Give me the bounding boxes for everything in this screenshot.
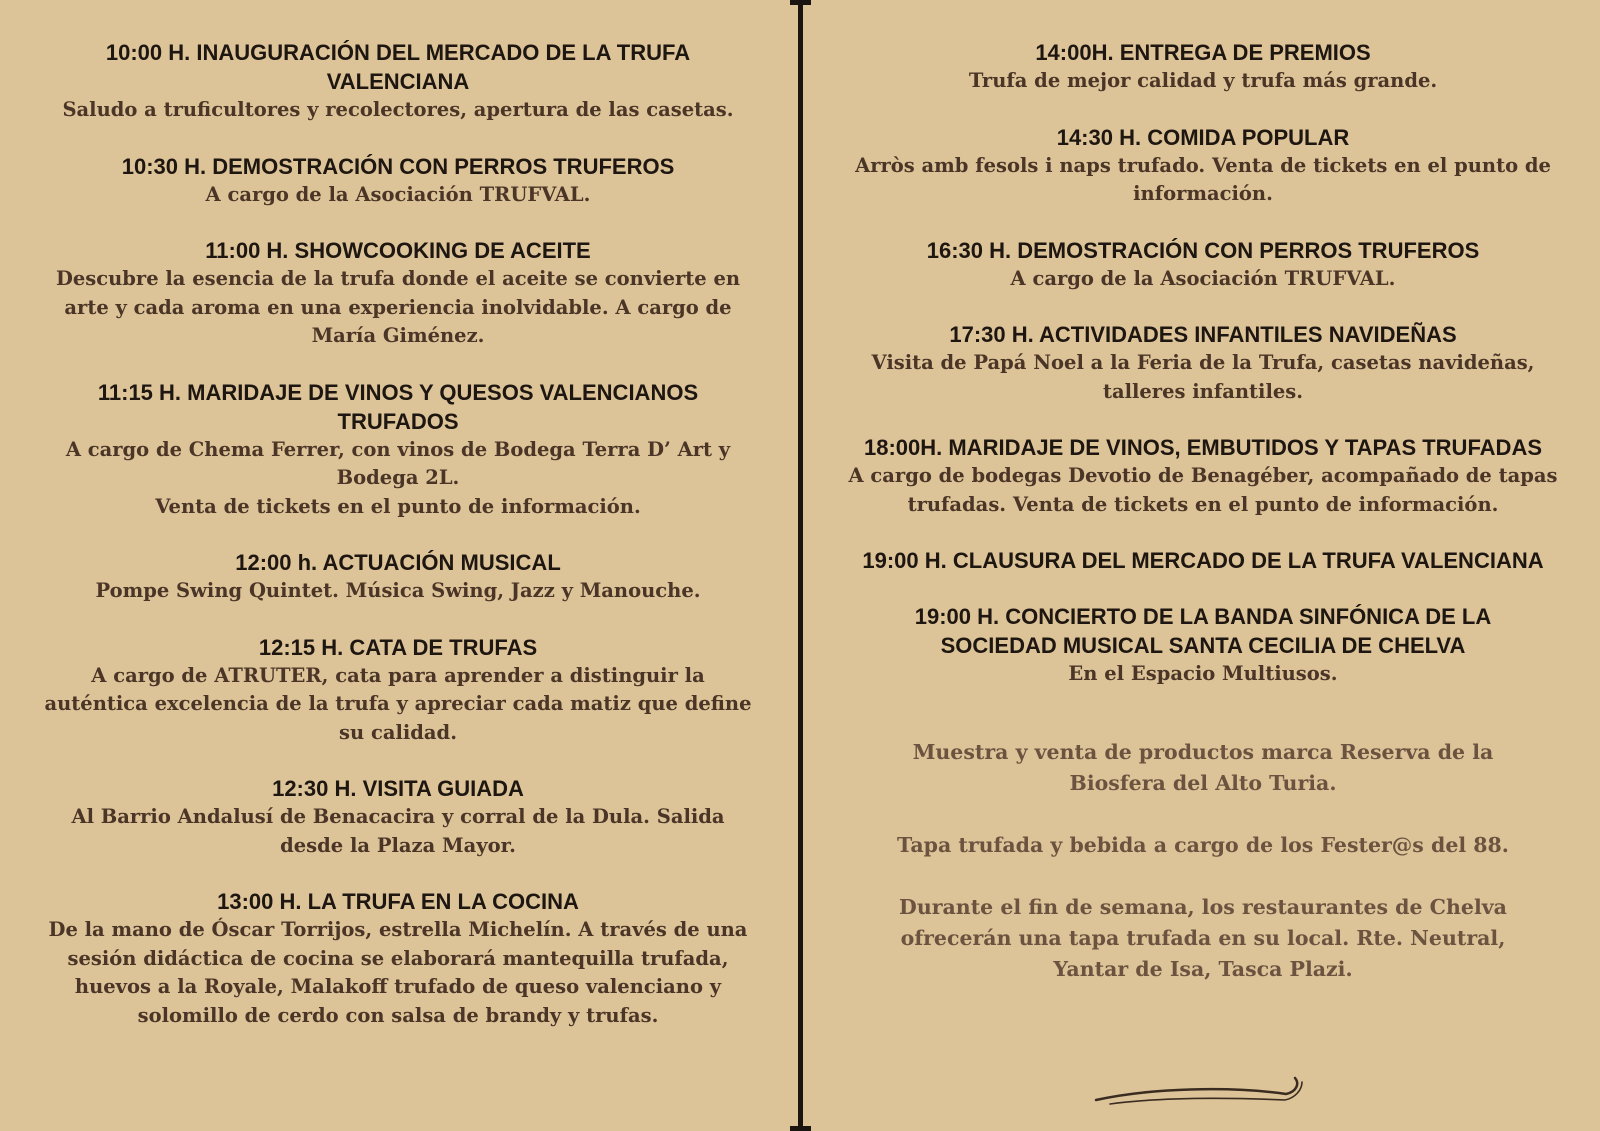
- event-title: 19:00 H. CLAUSURA DEL MERCADO DE LA TRUFA VALENCIANA: [862, 548, 1544, 573]
- divider-bottom-cap: [790, 1126, 811, 1131]
- center-divider: [798, 0, 803, 1131]
- event-description: A cargo de ATRUTER, cata para aprender a distinguir la auténtica excelencia de la trufa y apreciar cada matiz que define su calidad.: [44, 663, 752, 744]
- event-item: [818, 236, 1588, 294]
- event-description: Al Barrio Andalusí de Benacacira y corral de la Dula. Salida desde la Plaza Mayor.: [71, 805, 725, 857]
- event-description: En el Espacio Multiusos.: [1068, 662, 1338, 685]
- event-title: 19:00 H. CONCIERTO DE LA BANDA SINFÓNICA DE LA SOCIEDAD MUSICAL SANTA CECILIA DE CHELVA: [914, 604, 1492, 658]
- event-description: Visita de Papá Noel a la Feria de la Trufa, casetas navideñas, talleres infantiles.: [871, 351, 1535, 403]
- event-item: [818, 602, 1588, 689]
- event-title: 11:00 H. SHOWCOOKING DE ACEITE: [205, 238, 591, 263]
- event-title: 16:30 H. DEMOSTRACIÓN CON PERROS TRUFEROS: [926, 237, 1480, 263]
- event-title: 11:15 H. MARIDAJE DE VINOS Y QUESOS VALENCIANOS TRUFADOS: [97, 379, 699, 434]
- event-title: 14:00H. ENTREGA DE PREMIOS: [1035, 40, 1371, 65]
- event-title: 12:30 H. VISITA GUIADA: [272, 776, 524, 801]
- event-item: [8, 236, 788, 351]
- event-description: A cargo de la Asociación TRUFVAL.: [205, 182, 591, 206]
- event-title: 14:30 H. COMIDA POPULAR: [1056, 124, 1350, 150]
- event-description: A cargo de la Asociación TRUFVAL.: [1010, 266, 1396, 290]
- event-description: Trufa de mejor calidad y trufa más grande.: [968, 69, 1438, 92]
- event-item: [818, 320, 1588, 406]
- event-title: 18:00H. MARIDAJE DE VINOS, EMBUTIDOS Y TAPAS TRUFADAS: [863, 435, 1543, 460]
- event-description: Arròs amb fesols i naps trufado. Venta de tickets en el punto de información.: [855, 153, 1551, 205]
- divider-top-cap: [790, 0, 811, 5]
- event-item: [8, 633, 788, 748]
- event-item: [8, 774, 788, 860]
- right-schedule-column: [818, 38, 1588, 1016]
- event-title: 17:30 H. ACTIVIDADES INFANTILES NAVIDEÑAS: [949, 322, 1457, 347]
- event-title: 12:00 h. ACTUACIÓN MUSICAL: [235, 550, 561, 575]
- event-description: A cargo de Chema Ferrer, con vinos de Bodega Terra D’ Art y Bodega 2L. Venta de tickets en el punto de información.: [65, 437, 731, 518]
- event-item: [8, 548, 788, 606]
- note-text: Durante el fin de semana, los restaurantes de Chelva ofrecerán una tapa trufada en su local. Rte. Neutral, Yantar de Isa, Tasca Plazi.: [899, 894, 1507, 981]
- notes-section: [818, 737, 1588, 985]
- event-description: Saludo a truficultores y recolectores, apertura de las casetas.: [62, 98, 734, 121]
- event-item: [818, 433, 1588, 519]
- event-item: [8, 378, 788, 522]
- note-text: Muestra y venta de productos marca Reserva de la Biosfera del Alto Turia.: [912, 739, 1494, 795]
- event-item: [8, 887, 788, 1030]
- event-title: 13:00 H. LA TRUFA EN LA COCINA: [217, 889, 579, 914]
- event-description: Pompe Swing Quintet. Música Swing, Jazz y Manouche.: [95, 579, 701, 602]
- event-title: 10:00 H. INAUGURACIÓN DEL MERCADO DE LA TRUFA VALENCIANA: [105, 40, 691, 94]
- event-item: [818, 546, 1588, 575]
- event-item: [818, 38, 1588, 96]
- event-title: 10:30 H. DEMOSTRACIÓN CON PERROS TRUFEROS: [121, 153, 675, 179]
- swash-ornament-icon: [1090, 1070, 1310, 1110]
- left-schedule-column: [8, 38, 788, 1057]
- event-item: [8, 38, 788, 125]
- event-description: A cargo de bodegas Devotio de Benagéber, acompañado de tapas trufadas. Venta de tickets en el punto de información.: [848, 464, 1558, 516]
- event-item: [8, 152, 788, 210]
- note-text: Tapa trufada y bebida a cargo de los Fester@s del 88.: [897, 832, 1509, 857]
- event-title: 12:15 H. CATA DE TRUFAS: [258, 634, 538, 660]
- event-description: Descubre la esencia de la trufa donde el aceite se convierte en arte y cada aroma en una experiencia inolvidable. A cargo de María Giménez.: [55, 267, 741, 347]
- event-description: De la mano de Óscar Torrijos, estrella Michelín. A través de una sesión didáctica de cocina se elaborará mantequilla trufada, huevos a la Royale, Malakoff trufado de queso valenciano y solomillo de cerdo con salsa de brandy y trufas.: [48, 918, 748, 1027]
- event-item: [818, 123, 1588, 209]
